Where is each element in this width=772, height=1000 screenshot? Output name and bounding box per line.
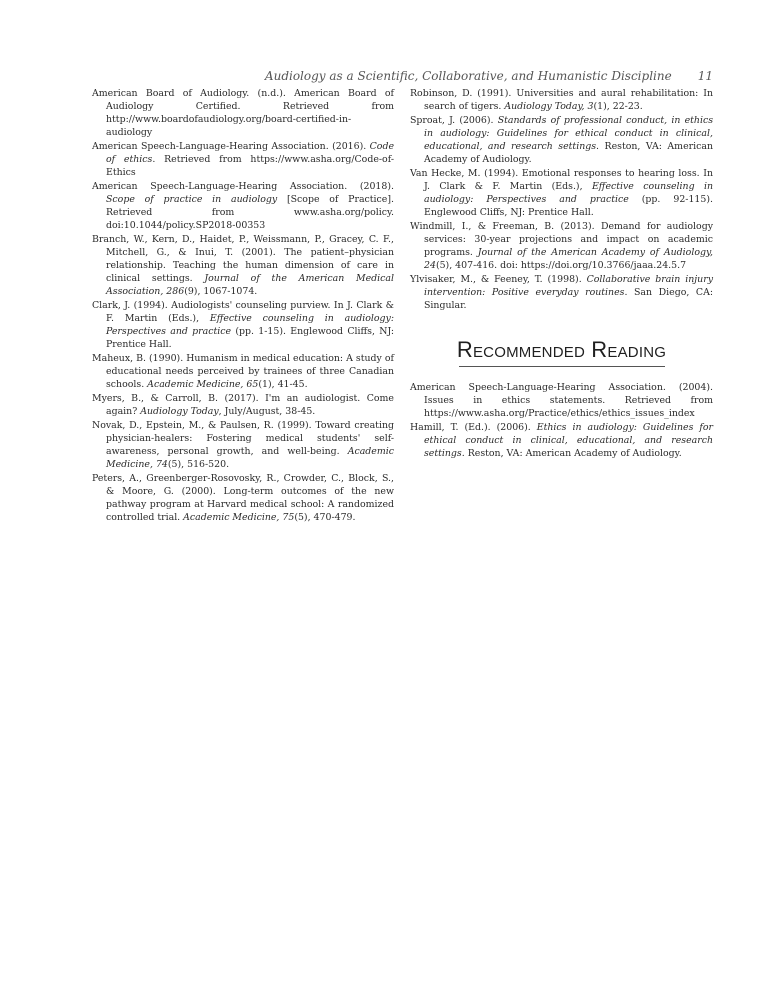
reference-text: . Reston, VA: American Academy of Audiology. bbox=[461, 448, 682, 459]
reference-text: . San Diego, CA: Singular. bbox=[424, 287, 713, 311]
reference-entry bbox=[92, 472, 394, 524]
reference-italic-text: Academic Medicine, 75 bbox=[183, 512, 295, 523]
reference-entry bbox=[92, 419, 394, 471]
reference-text: Peters, A., Greenberger-Rosovosky, R., Crowder, C., Block, S., & Moore, G. (2000). Long-term outcomes of the new pathway program at Harvard medical school: A randomized controlled trial. bbox=[92, 473, 394, 523]
reference-entry bbox=[92, 233, 394, 298]
running-header bbox=[265, 69, 713, 83]
reference-text: Windmill, I., & Freeman, B. (2013). Demand for audiology services: 30-year projections and impact on academic programs. bbox=[410, 221, 713, 258]
reference-italic-text: Audiology Today, 3 bbox=[504, 101, 594, 112]
reference-text: (pp. 92-115). Englewood Cliffs, NJ: Prentice Hall. bbox=[424, 194, 713, 218]
reference-entry bbox=[92, 299, 394, 351]
reference-text: (9), 1067-1074. bbox=[184, 286, 258, 297]
reference-text: (pp. 1-15). Englewood Cliffs, NJ: Prentice Hall. bbox=[106, 326, 394, 350]
reference-italic-text: Academic Medicine, 65 bbox=[147, 379, 259, 390]
references-right-column bbox=[410, 87, 713, 461]
reference-entry bbox=[410, 381, 713, 420]
reference-entry bbox=[92, 87, 394, 139]
reference-text: (5), 470-479. bbox=[294, 512, 356, 523]
reference-italic-text: Standards of professional conduct, in ethics in audiology: Guidelines for ethical conduct in clinical, educational, and research settings bbox=[424, 115, 714, 152]
reference-text: (5), 407-416. doi: https://doi.org/10.3766/jaaa.24.5.7 bbox=[435, 260, 687, 271]
reference-text: [Scope of Practice]. Retrieved from www.asha.org/policy. doi:10.1044/policy.SP2018-00353 bbox=[106, 194, 394, 231]
reference-entry bbox=[92, 392, 394, 418]
reference-italic-text: Scope of practice in audiology bbox=[106, 194, 278, 205]
reference-italic-text: Ethics in audiology: Guidelines for ethical conduct in clinical, educational, and research settings bbox=[424, 422, 713, 459]
reference-text: American Speech-Language-Hearing Association. (2018). bbox=[92, 181, 394, 192]
reference-text: , July/August, 38-45. bbox=[218, 406, 316, 417]
reference-text: Robinson, D. (1991). Universities and aural rehabilitation: In search of tigers. bbox=[410, 88, 713, 112]
reference-italic-text: Journal of the American Medical Association, 286 bbox=[106, 273, 394, 297]
page-number: 11 bbox=[697, 69, 713, 83]
reference-text: Van Hecke, M. (1994). Emotional responses to hearing loss. In J. Clark & F. Martin (Eds.), bbox=[410, 168, 713, 192]
reference-entry bbox=[410, 167, 713, 219]
reference-text: Branch, W., Kern, D., Haidet, P., Weissmann, P., Gracey, C. F., Mitchell, G., & Inui, T. (2001). The patient–physician relationship. Teaching the human dimension of care in clinical settings. bbox=[92, 234, 394, 284]
reference-italic-text: Effective counseling in audiology: Perspectives and practice bbox=[106, 313, 395, 337]
reference-italic-text: Academic Medicine, 74 bbox=[106, 446, 394, 470]
reference-text: Sproat, J. (2006). bbox=[410, 115, 498, 126]
reference-entry bbox=[410, 273, 713, 312]
reference-entry bbox=[410, 87, 713, 113]
reference-text: American Speech-Language-Hearing Association. (2016). bbox=[92, 141, 370, 152]
running-title: Audiology as a Scientific, Collaborative, and Humanistic Discipline bbox=[264, 69, 672, 83]
reference-text: Novak, D., Epstein, M., & Paulsen, R. (1999). Toward creating physician-healers: Fostering medical students' self-awareness, personal growth, and well-being. bbox=[92, 420, 394, 457]
reference-italic-text: Effective counseling in audiology: Perspectives and practice bbox=[424, 181, 713, 205]
reference-text: Myers, B., & Carroll, B. (2017). I'm an audiologist. Come again? bbox=[92, 393, 394, 417]
reference-italic-text: Journal of the American Academy of Audiology, 24 bbox=[424, 247, 713, 271]
reference-text: . Retrieved from https://www.asha.org/Code-of-Ethics bbox=[106, 154, 394, 178]
reference-text: American Board of Audiology. (n.d.). American Board of Audiology Certified. Retrieved from http://www.boardofaudiology.org/board-certified-in-audiology bbox=[92, 88, 394, 138]
reference-text: (1), 22-23. bbox=[593, 101, 643, 112]
reference-italic-text: Audiology Today bbox=[140, 406, 219, 417]
reference-entry bbox=[92, 140, 394, 179]
references-left-column bbox=[92, 87, 394, 525]
reference-entry bbox=[92, 352, 394, 391]
reference-entry bbox=[410, 421, 713, 460]
reference-entry bbox=[410, 114, 713, 166]
reference-text: (1), 41-45. bbox=[258, 379, 308, 390]
recommended-reading-list bbox=[410, 381, 713, 460]
reference-text: Maheux, B. (1990). Humanism in medical education: A study of educational needs perceived by trainees of three Canadian schools. bbox=[92, 353, 394, 390]
reference-italic-text: Collaborative brain injury intervention: Positive everyday routines bbox=[424, 274, 713, 298]
reference-entry bbox=[410, 220, 713, 272]
heading-underline bbox=[459, 366, 665, 367]
references-right-list bbox=[410, 87, 713, 312]
reference-text: Hamill, T. (Ed.). (2006). bbox=[410, 422, 537, 433]
recommended-reading-heading: Recommended Reading bbox=[456, 337, 667, 362]
reference-italic-text: Code of ethics bbox=[106, 141, 394, 165]
reference-entry bbox=[92, 180, 394, 232]
reference-text: (5), 516-520. bbox=[167, 459, 230, 470]
reference-text: Clark, J. (1994). Audiologists' counseling purview. In J. Clark & F. Martin (Eds.), bbox=[92, 300, 394, 324]
reference-text: Ylvisaker, M., & Feeney, T. (1998). bbox=[410, 274, 587, 285]
reference-text: American Speech-Language-Hearing Association. (2004). Issues in ethics statements. Retrieved from https://www.asha.org/Practice/ethics/ethics_issues_index bbox=[410, 382, 713, 419]
reference-text: . Reston, VA: American Academy of Audiology. bbox=[424, 141, 713, 165]
